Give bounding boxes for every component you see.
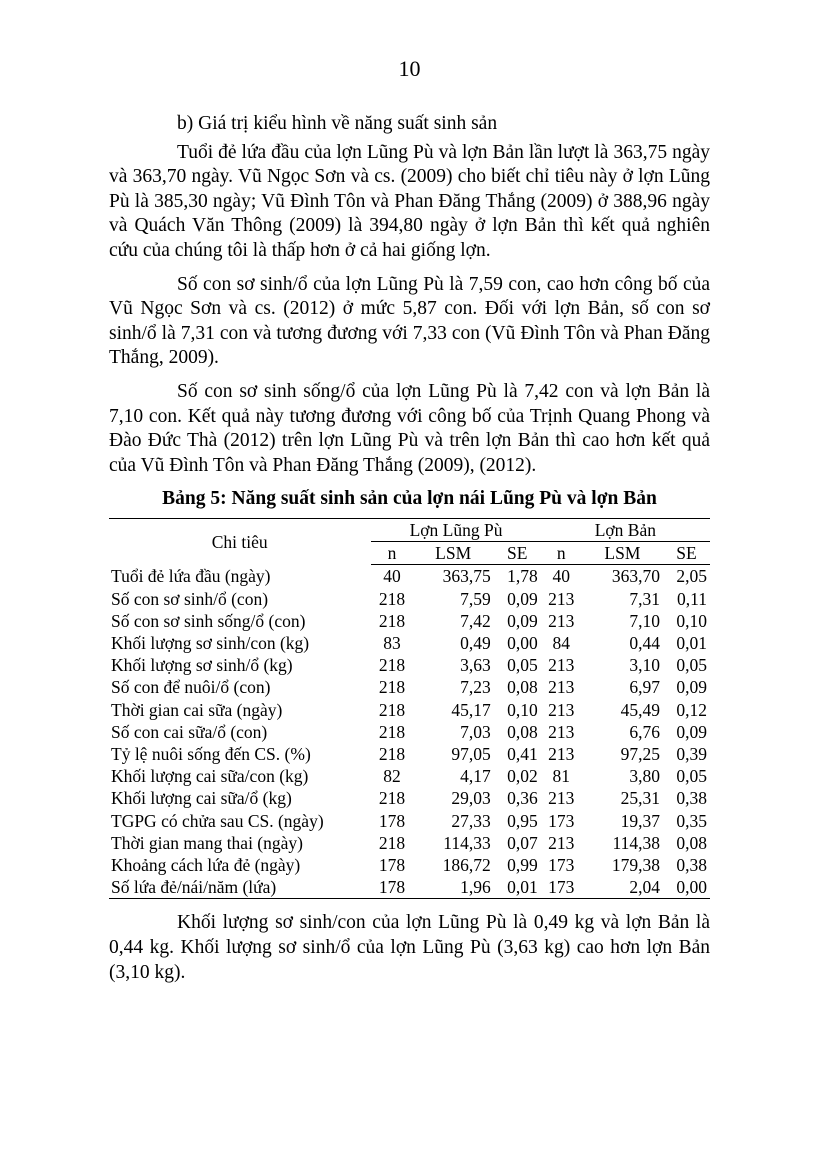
cell-lsm-ban: 179,38 xyxy=(611,854,661,875)
cell-n-lung-pu: 178 xyxy=(378,854,406,875)
cell-lsm-lung-pu: 114,33 xyxy=(443,832,491,853)
cell-se-ban: 0,10 xyxy=(676,610,707,631)
cell-se-lung-pu: 0,09 xyxy=(507,588,538,609)
cell-se-ban: 0,35 xyxy=(676,810,707,831)
cell-lsm-lung-pu: 186,72 xyxy=(442,854,491,875)
section-heading: b) Giá trị kiểu hình về năng suất sinh sản xyxy=(177,113,498,134)
table-row xyxy=(109,743,710,765)
paragraph-first-parity-age: Tuổi đẻ lứa đầu của lợn Lũng Pù và lợn Bản lần lượt là 363,75 ngày và 363,70 ngày. Vũ Ngọc Sơn và cs. (2009) cho biết chỉ tiêu này ở lợn Lũng Pù là 385,30 ngày; Vũ Đình Tôn và Phan Đăng Thắng (2009) ở 388,96 ngày và Quách Văn Thông (2009) là 394,80 ngày ở lợn Bản thì kết quả nghiên cứu của chúng tôi là thấp hơn ở cả hai giống lợn. xyxy=(109,141,710,261)
cell-se-lung-pu: 1,78 xyxy=(507,566,538,587)
cell-n-lung-pu: 82 xyxy=(383,766,401,787)
page-number: 10 xyxy=(398,56,421,81)
cell-n-lung-pu: 218 xyxy=(378,699,406,720)
cell-n-lung-pu: 218 xyxy=(378,788,406,809)
cell-lsm-lung-pu: 3,63 xyxy=(460,655,491,676)
cell-n-lung-pu: 40 xyxy=(383,566,401,587)
cell-lsm-ban: 19,37 xyxy=(620,810,661,831)
cell-lsm-lung-pu: 45,17 xyxy=(451,699,491,720)
table-row xyxy=(109,699,710,721)
cell-se-ban: 0,05 xyxy=(676,655,707,676)
paragraph-litter-size: Số con sơ sinh/ổ của lợn Lũng Pù là 7,59 con, cao hơn công bố của Vũ Ngọc Sơn và cs. (2012) ở mức 5,87 con. Đối với lợn Bản, số con sơ sinh/ổ là 7,31 con và tương đương với 7,33 con (Vũ Đình Tôn và Phan Đăng Thắng, 2009). xyxy=(109,273,710,369)
column-group-ban: Lợn Bản xyxy=(541,518,710,541)
column-header-se: SE xyxy=(494,542,541,565)
column-header-n: n xyxy=(371,542,412,565)
cell-se-lung-pu: 0,01 xyxy=(494,876,541,899)
row-label: Khối lượng sơ sinh/con (kg) xyxy=(111,632,310,653)
cell-lsm-lung-pu: 0,49 xyxy=(460,632,491,653)
cell-se-lung-pu: 0,02 xyxy=(507,766,538,787)
table-row xyxy=(109,832,710,854)
cell-n-ban: 173 xyxy=(541,876,582,899)
cell-se-lung-pu: 0,05 xyxy=(507,655,538,676)
cell-se-ban: 0,38 xyxy=(676,788,707,809)
table-title: Bảng 5: Năng suất sinh sản của lợn nái Lũng Pù và lợn Bản xyxy=(162,488,657,510)
cell-lsm-ban: 3,10 xyxy=(629,655,661,676)
column-header-lsm: LSM xyxy=(582,542,663,565)
cell-lsm-lung-pu: 27,33 xyxy=(451,810,491,831)
cell-lsm-ban: 7,10 xyxy=(629,610,661,631)
cell-n-lung-pu: 178 xyxy=(371,876,412,899)
cell-se-ban: 2,05 xyxy=(676,566,707,587)
cell-lsm-ban: 7,31 xyxy=(629,588,661,609)
row-label: Khối lượng cai sữa/ổ (kg) xyxy=(111,788,292,809)
cell-se-lung-pu: 0,36 xyxy=(507,788,538,809)
cell-se-lung-pu: 0,08 xyxy=(507,721,538,742)
table-row xyxy=(109,721,710,743)
table-row xyxy=(109,654,710,676)
cell-lsm-lung-pu: 7,23 xyxy=(460,677,491,698)
table-row xyxy=(109,787,710,809)
row-label: Số lứa đẻ/nái/năm (lứa) xyxy=(109,876,371,899)
cell-lsm-ban: 45,49 xyxy=(620,699,661,720)
cell-lsm-lung-pu: 363,75 xyxy=(442,566,491,587)
cell-n-ban: 84 xyxy=(552,632,570,653)
row-label: Khối lượng cai sữa/con (kg) xyxy=(111,766,309,787)
cell-lsm-ban: 2,04 xyxy=(582,876,663,899)
cell-lsm-lung-pu: 7,03 xyxy=(460,721,491,742)
cell-lsm-lung-pu: 4,17 xyxy=(460,766,491,787)
cell-n-lung-pu: 218 xyxy=(378,588,406,609)
column-header-indicator: Chi tiêu xyxy=(109,518,371,564)
cell-n-lung-pu: 218 xyxy=(378,832,406,853)
cell-lsm-ban: 25,31 xyxy=(620,788,661,809)
paragraph-live-born: Số con sơ sinh sống/ổ của lợn Lũng Pù là 7,42 con và lợn Bản là 7,10 con. Kết quả này tương đương với công bố của Trịnh Quang Phong và Đào Đức Thà (2012) trên lợn Lũng Pù và trên lợn Bản thì cao hơn kết quả của Vũ Đình Tôn và Phan Đăng Thắng (2009), (2012). xyxy=(109,380,710,476)
cell-n-ban: 213 xyxy=(548,832,575,853)
cell-se-lung-pu: 0,95 xyxy=(507,810,538,831)
row-label: Số con sơ sinh/ổ (con) xyxy=(111,588,269,609)
row-label: Tuổi đẻ lứa đầu (ngày) xyxy=(111,566,271,587)
cell-se-lung-pu: 0,08 xyxy=(507,677,538,698)
row-label: Số con sơ sinh sống/ổ (con) xyxy=(111,610,306,631)
cell-se-ban: 0,39 xyxy=(676,743,707,764)
cell-lsm-ban: 3,80 xyxy=(629,766,661,787)
cell-lsm-ban: 6,76 xyxy=(629,721,661,742)
cell-n-lung-pu: 218 xyxy=(378,610,406,631)
cell-se-ban: 0,05 xyxy=(676,766,707,787)
cell-se-lung-pu: 0,09 xyxy=(507,610,538,631)
cell-se-ban: 0,01 xyxy=(676,632,707,653)
row-label: Thời gian cai sữa (ngày) xyxy=(111,699,283,720)
cell-se-ban: 0,11 xyxy=(677,588,707,609)
cell-n-lung-pu: 218 xyxy=(378,655,406,676)
row-label: Số con để nuôi/ổ (con) xyxy=(111,677,271,698)
column-header-se: SE xyxy=(663,542,710,565)
table-body xyxy=(109,565,710,899)
cell-se-lung-pu: 0,41 xyxy=(507,743,538,764)
cell-lsm-ban: 0,44 xyxy=(629,632,661,653)
cell-lsm-lung-pu: 7,42 xyxy=(460,610,491,631)
cell-se-lung-pu: 0,10 xyxy=(507,699,538,720)
row-label: TGPG có chửa sau CS. (ngày) xyxy=(111,810,324,831)
row-label: Thời gian mang thai (ngày) xyxy=(111,832,303,853)
column-group-lung-pu: Lợn Lũng Pù xyxy=(371,518,540,541)
table-row xyxy=(109,810,710,832)
table-row xyxy=(109,565,710,588)
cell-n-ban: 213 xyxy=(548,588,575,609)
cell-lsm-ban: 6,97 xyxy=(629,677,661,698)
paragraph-birth-weight: Khối lượng sơ sinh/con của lợn Lũng Pù là 0,49 kg và lợn Bản là 0,44 kg. Khối lượng sơ sinh/ổ của lợn Lũng Pù (3,63 kg) cao hơn lợn Bản (3,10 kg). xyxy=(109,912,710,983)
row-label: Tỷ lệ nuôi sống đến CS. (%) xyxy=(111,743,311,764)
table-row xyxy=(109,854,710,876)
cell-lsm-lung-pu: 1,96 xyxy=(413,876,494,899)
cell-n-lung-pu: 218 xyxy=(378,677,406,698)
cell-n-ban: 213 xyxy=(548,743,575,764)
cell-se-lung-pu: 0,99 xyxy=(507,854,538,875)
cell-lsm-ban: 363,70 xyxy=(611,566,661,587)
row-label: Khối lượng sơ sinh/ổ (kg) xyxy=(111,655,293,676)
cell-lsm-lung-pu: 97,05 xyxy=(451,743,491,764)
cell-n-lung-pu: 218 xyxy=(378,721,406,742)
cell-se-ban: 0,00 xyxy=(663,876,710,899)
cell-n-lung-pu: 218 xyxy=(378,743,406,764)
cell-n-ban: 81 xyxy=(552,766,570,787)
cell-n-ban: 173 xyxy=(548,810,575,831)
cell-n-lung-pu: 83 xyxy=(383,632,401,653)
cell-n-ban: 40 xyxy=(552,566,570,587)
cell-n-ban: 213 xyxy=(548,655,575,676)
table-row xyxy=(109,610,710,632)
cell-se-ban: 0,38 xyxy=(676,854,707,875)
cell-n-ban: 173 xyxy=(548,854,575,875)
cell-lsm-ban: 97,25 xyxy=(620,743,661,764)
cell-se-ban: 0,08 xyxy=(676,832,707,853)
row-label: Số con cai sữa/ổ (con) xyxy=(111,721,268,742)
table-row xyxy=(109,676,710,698)
table-row xyxy=(109,876,710,899)
column-header-n: n xyxy=(541,542,582,565)
table-row xyxy=(109,632,710,654)
cell-se-lung-pu: 0,07 xyxy=(507,832,538,853)
table-row xyxy=(109,588,710,610)
cell-n-ban: 213 xyxy=(548,699,575,720)
reproduction-table xyxy=(109,518,710,899)
cell-se-lung-pu: 0,00 xyxy=(507,632,538,653)
column-header-lsm: LSM xyxy=(413,542,494,565)
cell-se-ban: 0,12 xyxy=(676,699,707,720)
cell-n-ban: 213 xyxy=(548,788,575,809)
cell-se-ban: 0,09 xyxy=(676,721,707,742)
table-row xyxy=(109,765,710,787)
cell-lsm-lung-pu: 29,03 xyxy=(451,788,491,809)
cell-se-ban: 0,09 xyxy=(676,677,707,698)
cell-lsm-lung-pu: 7,59 xyxy=(460,588,491,609)
cell-n-ban: 213 xyxy=(548,610,575,631)
cell-lsm-ban: 114,38 xyxy=(612,832,661,853)
row-label: Khoảng cách lứa đẻ (ngày) xyxy=(111,854,301,875)
cell-n-lung-pu: 178 xyxy=(378,810,406,831)
cell-n-ban: 213 xyxy=(548,721,575,742)
document-body xyxy=(109,112,710,994)
cell-n-ban: 213 xyxy=(548,677,575,698)
